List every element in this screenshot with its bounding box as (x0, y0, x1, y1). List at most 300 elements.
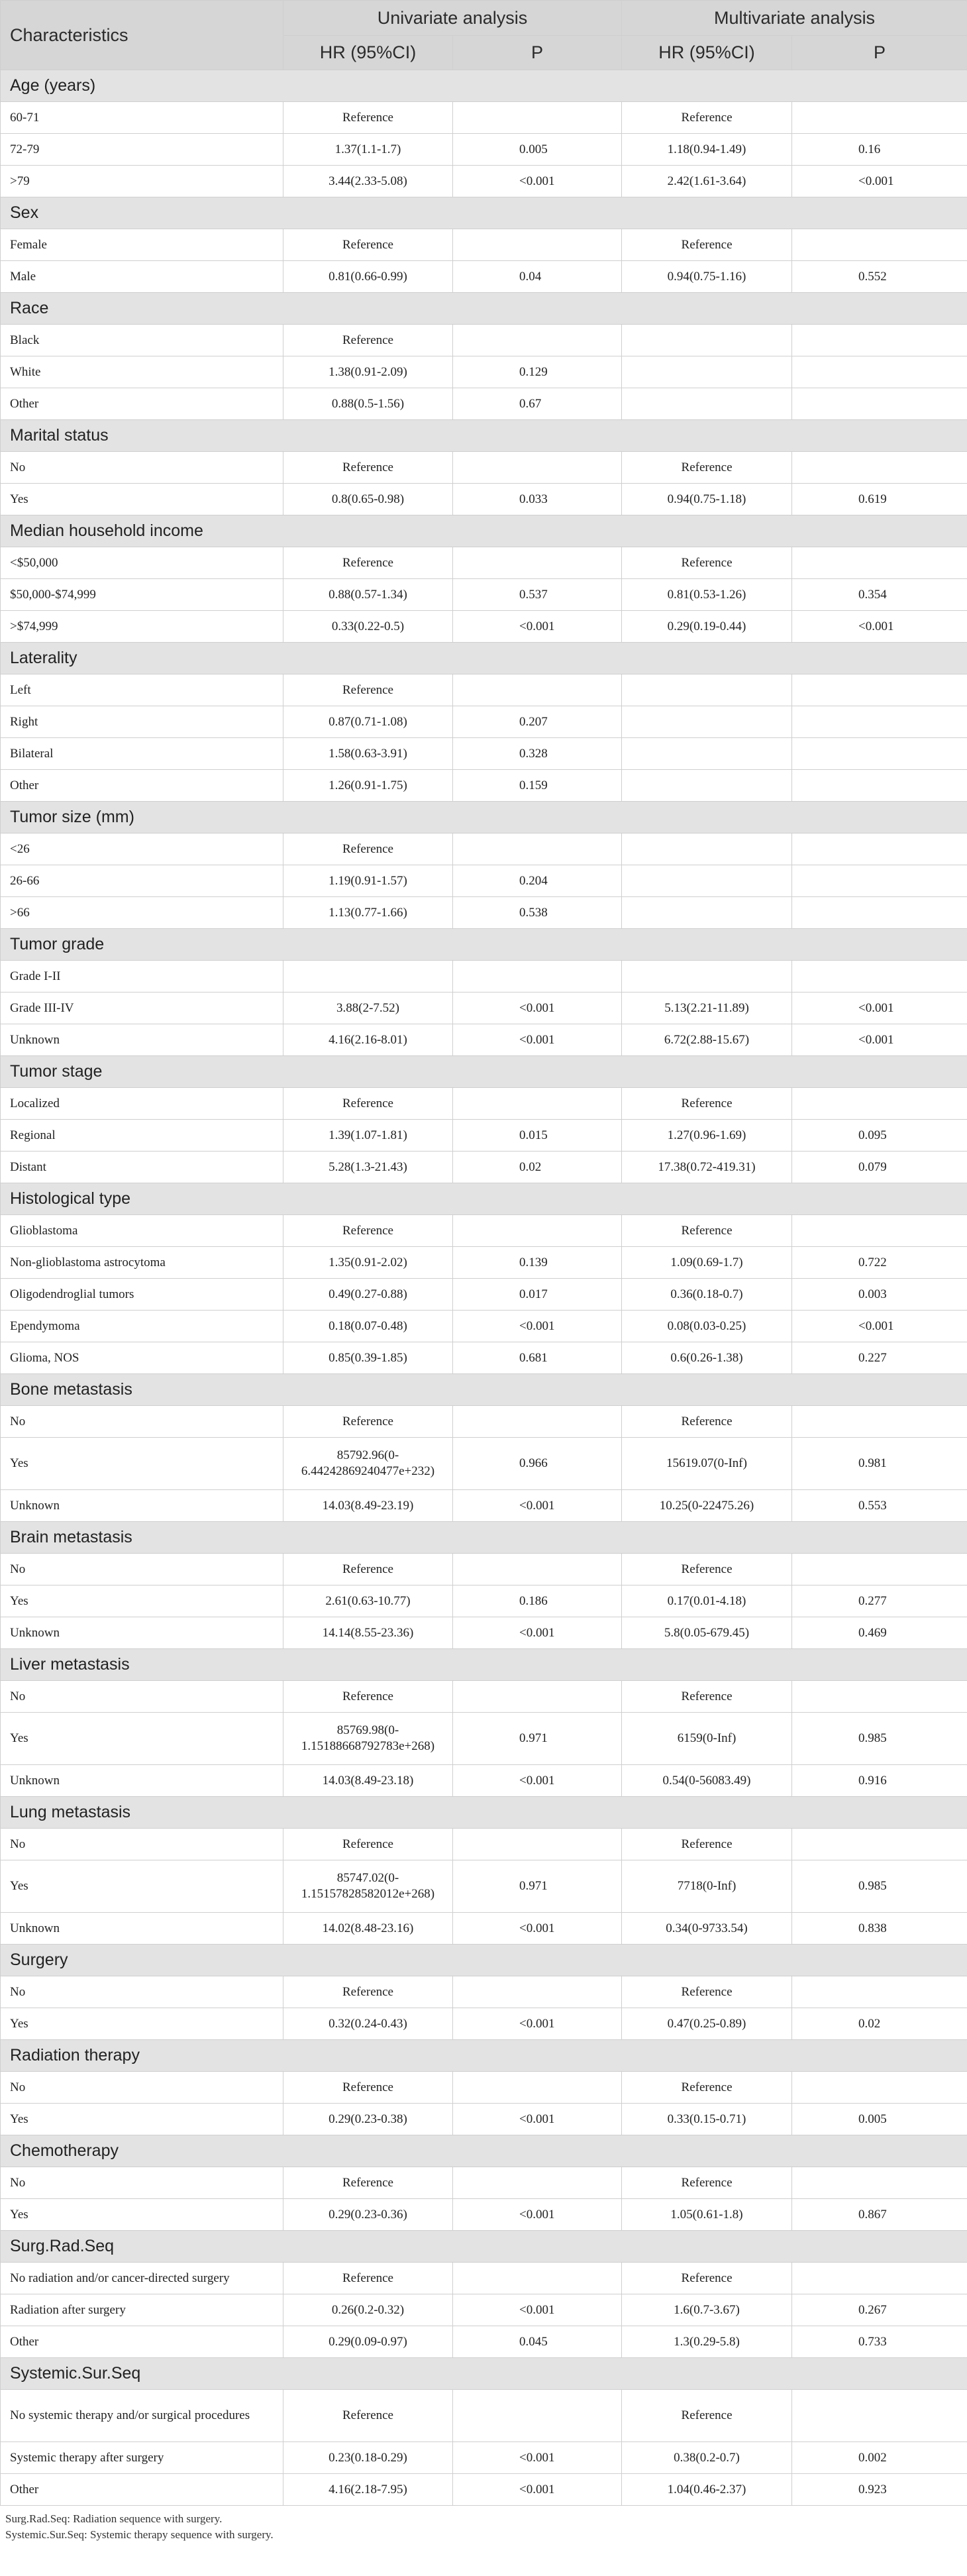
section-title: Brain metastasis (1, 1522, 967, 1554)
univariate-p-cell (453, 1976, 622, 2008)
multivariate-p-cell: 0.867 (792, 2199, 967, 2231)
section-header-row (1, 1945, 967, 1976)
row-label: Left (1, 674, 283, 706)
univariate-p-cell (453, 1681, 622, 1713)
multivariate-p-cell (792, 2072, 967, 2104)
univariate-p-cell: 0.537 (453, 579, 622, 611)
multivariate-p-cell (792, 770, 967, 802)
univariate-p-cell: 0.04 (453, 261, 622, 293)
univariate-p-cell: 0.207 (453, 706, 622, 738)
univariate-hr-cell: Reference (283, 1088, 453, 1120)
multivariate-p-cell: 0.002 (792, 2442, 967, 2474)
multivariate-p-cell: 0.553 (792, 1490, 967, 1522)
multivariate-hr-cell: 0.29(0.19-0.44) (622, 611, 792, 643)
row-label: Glioma, NOS (1, 1342, 283, 1374)
row-label: Oligodendroglial tumors (1, 1279, 283, 1311)
univariate-p-cell: 0.971 (453, 1713, 622, 1765)
multivariate-p-cell (792, 738, 967, 770)
multivariate-hr-cell (622, 833, 792, 865)
univariate-hr-cell: 1.39(1.07-1.81) (283, 1120, 453, 1152)
section-header-row (1, 2231, 967, 2263)
multivariate-hr-cell: 0.94(0.75-1.16) (622, 261, 792, 293)
univariate-p-cell: <0.001 (453, 993, 622, 1024)
univariate-hr-cell: Reference (283, 452, 453, 484)
multivariate-hr-header: HR (95%CI) (622, 36, 792, 70)
multivariate-p-cell (792, 833, 967, 865)
section-title: Sex (1, 197, 967, 229)
characteristics-header: Characteristics (1, 1, 283, 70)
multivariate-p-cell: 0.923 (792, 2474, 967, 2506)
multivariate-p-cell: 0.16 (792, 134, 967, 166)
row-label: No (1, 2167, 283, 2199)
univariate-hr-cell: 5.28(1.3-21.43) (283, 1152, 453, 1183)
table-row (1, 1120, 967, 1152)
table-row (1, 993, 967, 1024)
univariate-hr-cell: Reference (283, 325, 453, 356)
row-label: Unknown (1, 1617, 283, 1649)
multivariate-hr-cell: Reference (622, 1829, 792, 1860)
multivariate-p-cell (792, 547, 967, 579)
univariate-p-cell: 0.186 (453, 1585, 622, 1617)
multivariate-hr-cell: 1.3(0.29-5.8) (622, 2326, 792, 2358)
multivariate-hr-cell: 15619.07(0-Inf) (622, 1438, 792, 1490)
row-label: <$50,000 (1, 547, 283, 579)
univariate-p-cell: <0.001 (453, 2104, 622, 2135)
multivariate-hr-cell: 0.17(0.01-4.18) (622, 1585, 792, 1617)
table-row (1, 833, 967, 865)
row-label: No (1, 1681, 283, 1713)
row-label: No (1, 1554, 283, 1585)
univariate-p-cell (453, 833, 622, 865)
multivariate-hr-cell: 2.42(1.61-3.64) (622, 166, 792, 197)
univariate-p-cell (453, 674, 622, 706)
table-row (1, 2263, 967, 2294)
multivariate-hr-cell: 1.18(0.94-1.49) (622, 134, 792, 166)
multivariate-hr-cell: 7718(0-Inf) (622, 1860, 792, 1913)
table-row (1, 1554, 967, 1585)
multivariate-hr-cell: 1.04(0.46-2.37) (622, 2474, 792, 2506)
univariate-p-cell: 0.681 (453, 1342, 622, 1374)
row-label: Grade I-II (1, 961, 283, 993)
header-row-1 (1, 1, 967, 36)
table-row (1, 770, 967, 802)
multivariate-p-cell: 0.619 (792, 484, 967, 515)
univariate-p-cell: <0.001 (453, 1490, 622, 1522)
univariate-hr-cell: 0.29(0.09-0.97) (283, 2326, 453, 2358)
table-row (1, 388, 967, 420)
univariate-p-cell: 0.129 (453, 356, 622, 388)
multivariate-p-cell: 0.722 (792, 1247, 967, 1279)
row-label: No (1, 1406, 283, 1438)
univariate-hr-cell (283, 961, 453, 993)
univariate-p-header: P (453, 36, 622, 70)
row-label: Ependymoma (1, 1311, 283, 1342)
multivariate-hr-cell (622, 738, 792, 770)
univariate-p-cell: 0.017 (453, 1279, 622, 1311)
multivariate-p-cell (792, 674, 967, 706)
table-row (1, 2294, 967, 2326)
section-title: Age (years) (1, 70, 967, 102)
univariate-hr-cell: 85747.02(0-1.15157828582012e+268) (283, 1860, 453, 1913)
row-label: Yes (1, 2104, 283, 2135)
multivariate-p-cell: 0.02 (792, 2008, 967, 2040)
row-label: >79 (1, 166, 283, 197)
row-label: Regional (1, 1120, 283, 1152)
multivariate-p-cell: <0.001 (792, 993, 967, 1024)
row-label: Unknown (1, 1913, 283, 1945)
multivariate-hr-cell (622, 325, 792, 356)
multivariate-p-cell (792, 1976, 967, 2008)
multivariate-p-header: P (792, 36, 967, 70)
section-header-row (1, 1797, 967, 1829)
table-row (1, 1406, 967, 1438)
univariate-hr-cell: 1.37(1.1-1.7) (283, 134, 453, 166)
univariate-p-cell: <0.001 (453, 2474, 622, 2506)
section-header-row (1, 1649, 967, 1681)
multivariate-p-cell: 0.985 (792, 1860, 967, 1913)
row-label: No (1, 2072, 283, 2104)
univariate-hr-cell: 0.32(0.24-0.43) (283, 2008, 453, 2040)
row-label: White (1, 356, 283, 388)
multivariate-p-cell (792, 961, 967, 993)
table-row (1, 2442, 967, 2474)
table-row (1, 2104, 967, 2135)
table-row (1, 1215, 967, 1247)
table-row (1, 1976, 967, 2008)
multivariate-p-cell (792, 1215, 967, 1247)
multivariate-hr-cell: 6.72(2.88-15.67) (622, 1024, 792, 1056)
section-header-row (1, 1183, 967, 1215)
multivariate-hr-cell: 5.8(0.05-679.45) (622, 1617, 792, 1649)
row-label: Other (1, 2326, 283, 2358)
multivariate-hr-cell: 1.27(0.96-1.69) (622, 1120, 792, 1152)
row-label: Grade III-IV (1, 993, 283, 1024)
univariate-hr-cell: 1.38(0.91-2.09) (283, 356, 453, 388)
univariate-hr-cell: 4.16(2.18-7.95) (283, 2474, 453, 2506)
univariate-hr-cell: 0.49(0.27-0.88) (283, 1279, 453, 1311)
multivariate-p-cell (792, 1554, 967, 1585)
multivariate-p-cell: 0.005 (792, 2104, 967, 2135)
univariate-p-cell (453, 1829, 622, 1860)
univariate-hr-cell: 1.58(0.63-3.91) (283, 738, 453, 770)
section-title: Tumor size (mm) (1, 802, 967, 833)
multivariate-p-cell: <0.001 (792, 166, 967, 197)
univariate-p-cell (453, 2263, 622, 2294)
univariate-hr-cell: 0.26(0.2-0.32) (283, 2294, 453, 2326)
univariate-p-cell: 0.204 (453, 865, 622, 897)
multivariate-p-cell: 0.227 (792, 1342, 967, 1374)
univariate-hr-cell: Reference (283, 1215, 453, 1247)
univariate-p-cell (453, 102, 622, 134)
table-row (1, 229, 967, 261)
univariate-p-cell (453, 961, 622, 993)
section-header-row (1, 2135, 967, 2167)
row-label: Glioblastoma (1, 1215, 283, 1247)
multivariate-hr-cell: Reference (622, 2390, 792, 2442)
multivariate-hr-cell: 1.6(0.7-3.67) (622, 2294, 792, 2326)
multivariate-p-cell: <0.001 (792, 611, 967, 643)
section-title: Race (1, 293, 967, 325)
univariate-hr-cell: 4.16(2.16-8.01) (283, 1024, 453, 1056)
univariate-hr-cell: Reference (283, 102, 453, 134)
multivariate-hr-cell (622, 674, 792, 706)
table-row (1, 738, 967, 770)
univariate-hr-cell: 0.18(0.07-0.48) (283, 1311, 453, 1342)
multivariate-header: Multivariate analysis (622, 1, 967, 36)
footnote-systemic-sur-seq: Systemic.Sur.Seq: Systemic therapy sequence with surgery. (5, 2528, 274, 2541)
univariate-hr-cell: 2.61(0.63-10.77) (283, 1585, 453, 1617)
table-row (1, 1829, 967, 1860)
univariate-hr-cell: Reference (283, 1681, 453, 1713)
univariate-hr-cell: 1.13(0.77-1.66) (283, 897, 453, 929)
multivariate-hr-cell: Reference (622, 1681, 792, 1713)
table-row (1, 706, 967, 738)
row-label: Distant (1, 1152, 283, 1183)
multivariate-hr-cell: 0.33(0.15-0.71) (622, 2104, 792, 2135)
table-row (1, 674, 967, 706)
section-header-row (1, 1056, 967, 1088)
row-label: Yes (1, 1713, 283, 1765)
row-label: <26 (1, 833, 283, 865)
univariate-p-cell: 0.02 (453, 1152, 622, 1183)
row-label: $50,000-$74,999 (1, 579, 283, 611)
section-title: Marital status (1, 420, 967, 452)
table-row (1, 325, 967, 356)
univariate-p-cell (453, 2390, 622, 2442)
univariate-p-cell: 0.033 (453, 484, 622, 515)
row-label: Yes (1, 1585, 283, 1617)
univariate-hr-cell: 0.87(0.71-1.08) (283, 706, 453, 738)
univariate-p-cell (453, 2072, 622, 2104)
univariate-hr-cell: 14.03(8.49-23.18) (283, 1765, 453, 1797)
row-label: Yes (1, 1860, 283, 1913)
univariate-hr-cell: 3.44(2.33-5.08) (283, 166, 453, 197)
section-header-row (1, 70, 967, 102)
row-label: No (1, 1829, 283, 1860)
multivariate-p-cell (792, 1088, 967, 1120)
multivariate-p-cell: 0.981 (792, 1438, 967, 1490)
multivariate-p-cell (792, 865, 967, 897)
section-title: Liver metastasis (1, 1649, 967, 1681)
multivariate-hr-cell (622, 897, 792, 929)
univariate-p-cell: 0.966 (453, 1438, 622, 1490)
table-row (1, 611, 967, 643)
table-row (1, 261, 967, 293)
section-header-row (1, 515, 967, 547)
multivariate-hr-cell: 0.34(0-9733.54) (622, 1913, 792, 1945)
multivariate-hr-cell: 0.08(0.03-0.25) (622, 1311, 792, 1342)
multivariate-hr-cell: 10.25(0-22475.26) (622, 1490, 792, 1522)
table-row (1, 897, 967, 929)
multivariate-hr-cell (622, 356, 792, 388)
table-body (1, 70, 967, 2506)
multivariate-p-cell (792, 2390, 967, 2442)
table-row (1, 2199, 967, 2231)
section-header-row (1, 929, 967, 961)
table-row (1, 452, 967, 484)
multivariate-hr-cell: 0.38(0.2-0.7) (622, 2442, 792, 2474)
univariate-p-cell (453, 1406, 622, 1438)
univariate-p-cell (453, 1554, 622, 1585)
univariate-p-cell: 0.159 (453, 770, 622, 802)
row-label: No radiation and/or cancer-directed surgery (1, 2263, 283, 2294)
multivariate-hr-cell: Reference (622, 452, 792, 484)
multivariate-p-cell: 0.985 (792, 1713, 967, 1765)
table-row (1, 1681, 967, 1713)
univariate-hr-cell: 85769.98(0-1.15188668792783e+268) (283, 1713, 453, 1765)
univariate-hr-cell: 0.29(0.23-0.38) (283, 2104, 453, 2135)
univariate-p-cell: <0.001 (453, 1765, 622, 1797)
table-row (1, 1713, 967, 1765)
row-label: Yes (1, 484, 283, 515)
section-title: Chemotherapy (1, 2135, 967, 2167)
section-header-row (1, 802, 967, 833)
row-label: >66 (1, 897, 283, 929)
multivariate-p-cell: 0.277 (792, 1585, 967, 1617)
univariate-p-cell: <0.001 (453, 166, 622, 197)
multivariate-hr-cell (622, 388, 792, 420)
multivariate-p-cell: 0.267 (792, 2294, 967, 2326)
table-row (1, 2390, 967, 2442)
univariate-hr-cell: Reference (283, 547, 453, 579)
univariate-p-cell (453, 1088, 622, 1120)
section-header-row (1, 293, 967, 325)
section-title: Tumor grade (1, 929, 967, 961)
multivariate-p-cell: 0.354 (792, 579, 967, 611)
univariate-p-cell: 0.328 (453, 738, 622, 770)
univariate-p-cell: <0.001 (453, 1024, 622, 1056)
univariate-p-cell (453, 2167, 622, 2199)
univariate-hr-cell: 0.23(0.18-0.29) (283, 2442, 453, 2474)
univariate-p-cell: <0.001 (453, 1617, 622, 1649)
section-title: Histological type (1, 1183, 967, 1215)
table-row (1, 1247, 967, 1279)
section-header-row (1, 643, 967, 674)
multivariate-hr-cell: Reference (622, 1976, 792, 2008)
row-label: No (1, 1976, 283, 2008)
row-label: Systemic therapy after surgery (1, 2442, 283, 2474)
univariate-p-cell (453, 229, 622, 261)
multivariate-hr-cell: 0.6(0.26-1.38) (622, 1342, 792, 1374)
multivariate-p-cell (792, 325, 967, 356)
table-row (1, 2008, 967, 2040)
section-title: Laterality (1, 643, 967, 674)
table-row (1, 356, 967, 388)
univariate-p-cell (453, 547, 622, 579)
row-label: Non-glioblastoma astrocytoma (1, 1247, 283, 1279)
table-row (1, 134, 967, 166)
multivariate-p-cell (792, 1829, 967, 1860)
multivariate-p-cell: 0.552 (792, 261, 967, 293)
multivariate-p-cell: 0.079 (792, 1152, 967, 1183)
univariate-hr-cell: Reference (283, 2072, 453, 2104)
univariate-p-cell: <0.001 (453, 2442, 622, 2474)
multivariate-p-cell: 0.733 (792, 2326, 967, 2358)
row-label: Female (1, 229, 283, 261)
univariate-hr-cell: 14.03(8.49-23.19) (283, 1490, 453, 1522)
multivariate-p-cell (792, 388, 967, 420)
univariate-hr-cell: Reference (283, 1829, 453, 1860)
row-label: Unknown (1, 1765, 283, 1797)
multivariate-p-cell: 0.003 (792, 1279, 967, 1311)
univariate-hr-cell: 14.14(8.55-23.36) (283, 1617, 453, 1649)
multivariate-hr-cell (622, 865, 792, 897)
multivariate-hr-cell: 6159(0-Inf) (622, 1713, 792, 1765)
multivariate-hr-cell: 5.13(2.21-11.89) (622, 993, 792, 1024)
multivariate-hr-cell: Reference (622, 1088, 792, 1120)
univariate-p-cell: 0.045 (453, 2326, 622, 2358)
section-title: Median household income (1, 515, 967, 547)
section-header-row (1, 420, 967, 452)
table-row (1, 547, 967, 579)
table-row (1, 2474, 967, 2506)
multivariate-p-cell: 0.095 (792, 1120, 967, 1152)
section-header-row (1, 1374, 967, 1406)
table-row (1, 2167, 967, 2199)
row-label: 60-71 (1, 102, 283, 134)
univariate-p-cell: 0.015 (453, 1120, 622, 1152)
multivariate-hr-cell: Reference (622, 102, 792, 134)
row-label: No systemic therapy and/or surgical procedures (1, 2390, 283, 2442)
row-label: Unknown (1, 1024, 283, 1056)
multivariate-hr-cell: Reference (622, 1406, 792, 1438)
section-header-row (1, 2358, 967, 2390)
table-row (1, 1913, 967, 1945)
multivariate-p-cell (792, 706, 967, 738)
univariate-p-cell: <0.001 (453, 2294, 622, 2326)
multivariate-hr-cell: Reference (622, 2263, 792, 2294)
univariate-p-cell: 0.005 (453, 134, 622, 166)
table-row (1, 1311, 967, 1342)
multivariate-p-cell (792, 102, 967, 134)
multivariate-hr-cell: Reference (622, 2072, 792, 2104)
multivariate-hr-cell: 17.38(0.72-419.31) (622, 1152, 792, 1183)
row-label: >$74,999 (1, 611, 283, 643)
table-row (1, 1088, 967, 1120)
multivariate-p-cell: <0.001 (792, 1311, 967, 1342)
univariate-p-cell: <0.001 (453, 2008, 622, 2040)
multivariate-hr-cell: 0.94(0.75-1.18) (622, 484, 792, 515)
univariate-p-cell: 0.139 (453, 1247, 622, 1279)
univariate-hr-cell: 85792.96(0-6.44242869240477e+232) (283, 1438, 453, 1490)
table-row (1, 1342, 967, 1374)
row-label: Radiation after surgery (1, 2294, 283, 2326)
table-row (1, 1617, 967, 1649)
univariate-p-cell: <0.001 (453, 1913, 622, 1945)
univariate-hr-cell: 1.19(0.91-1.57) (283, 865, 453, 897)
row-label: 26-66 (1, 865, 283, 897)
row-label: Localized (1, 1088, 283, 1120)
univariate-p-cell: 0.971 (453, 1860, 622, 1913)
univariate-p-cell: 0.538 (453, 897, 622, 929)
section-header-row (1, 197, 967, 229)
multivariate-p-cell: 0.916 (792, 1765, 967, 1797)
row-label: Right (1, 706, 283, 738)
multivariate-hr-cell: 1.05(0.61-1.8) (622, 2199, 792, 2231)
table-row (1, 102, 967, 134)
multivariate-hr-cell: 1.09(0.69-1.7) (622, 1247, 792, 1279)
univariate-hr-cell: 14.02(8.48-23.16) (283, 1913, 453, 1945)
multivariate-hr-cell: 0.47(0.25-0.89) (622, 2008, 792, 2040)
univariate-hr-cell: Reference (283, 1976, 453, 2008)
table-row (1, 579, 967, 611)
multivariate-p-cell (792, 2263, 967, 2294)
multivariate-hr-cell (622, 770, 792, 802)
multivariate-hr-cell: 0.54(0-56083.49) (622, 1765, 792, 1797)
table-row (1, 2326, 967, 2358)
row-label: No (1, 452, 283, 484)
table-row (1, 1585, 967, 1617)
